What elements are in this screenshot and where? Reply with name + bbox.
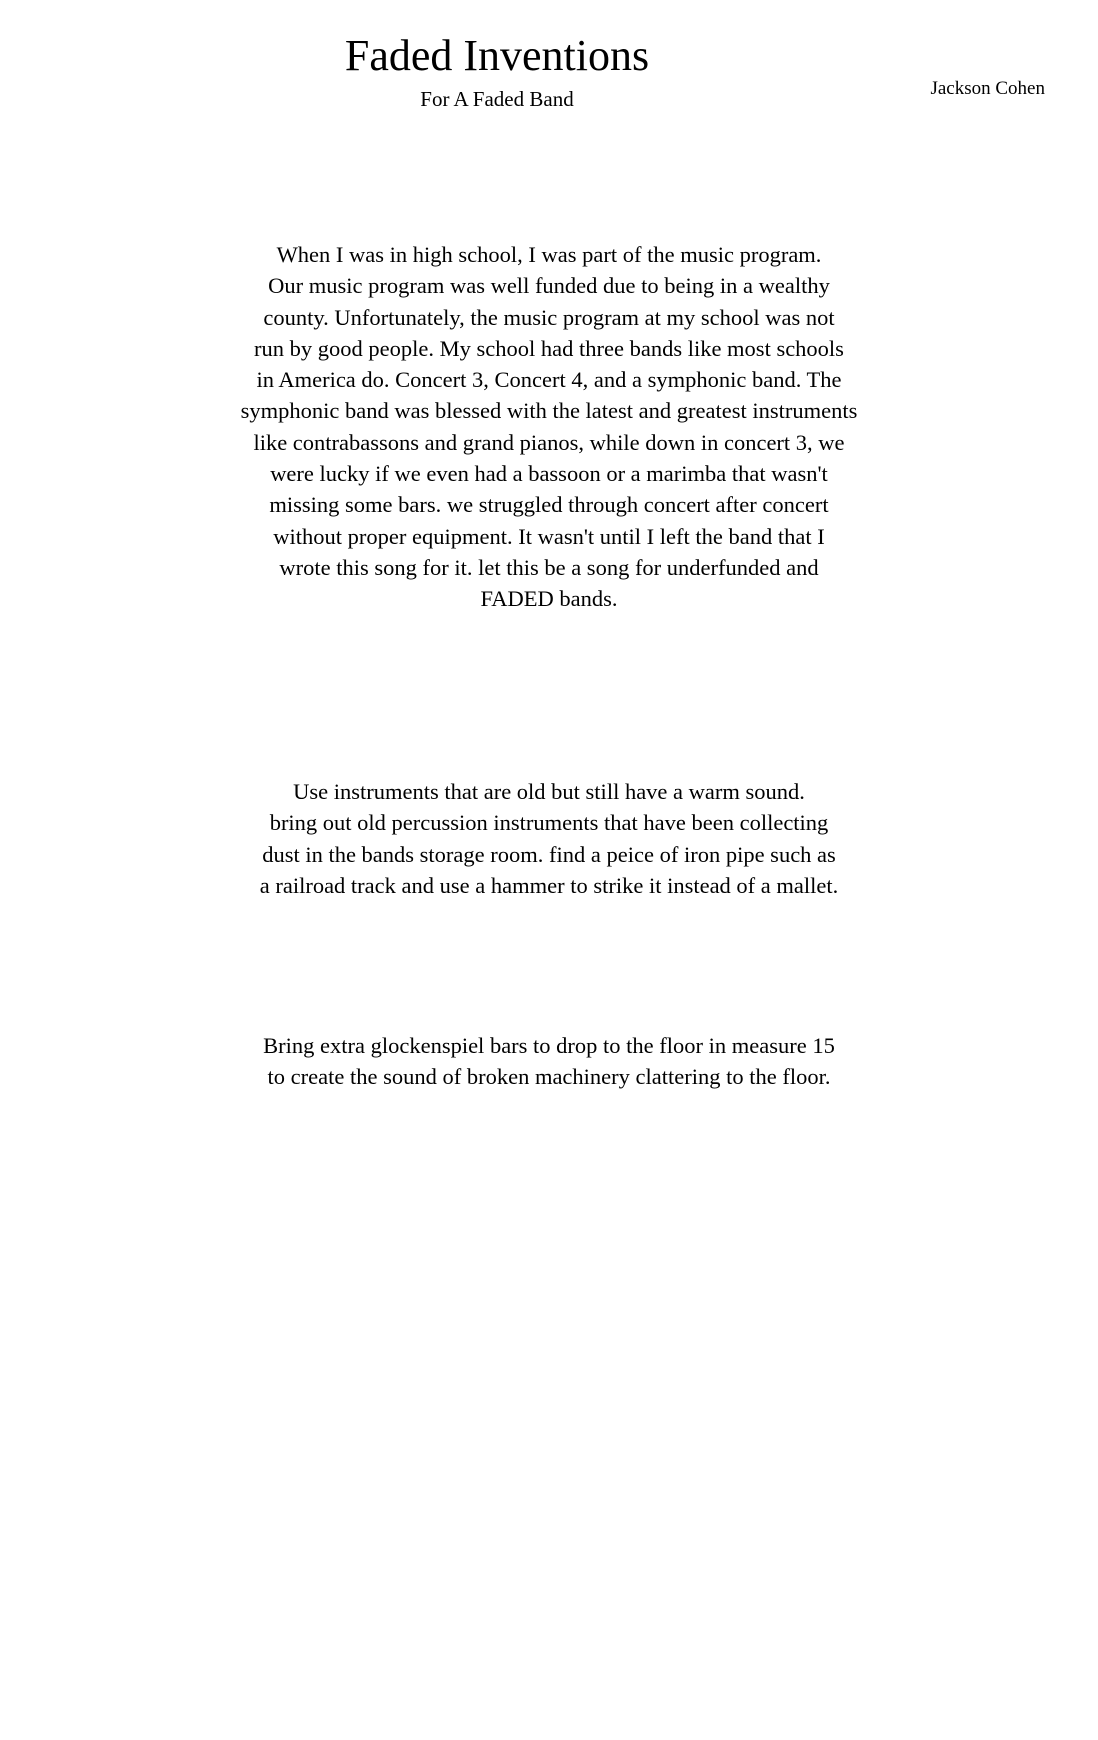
performance-note-block: [0, 1030, 1098, 1093]
note-line: bring out old percussion instruments that have been collecting: [269, 810, 829, 836]
note-line: Our music program was well funded due to being in a wealthy: [268, 273, 830, 299]
note-line: to create the sound of broken machinery clattering to the floor.: [267, 1064, 831, 1090]
note-line: a railroad track and use a hammer to strike it instead of a mallet.: [259, 872, 839, 898]
note-line: county. Unfortunately, the music program at my school was not: [263, 304, 835, 330]
note-line: symphonic band was blessed with the latest and greatest instruments: [240, 398, 858, 424]
note-line: without proper equipment. It wasn't until I left the band that I: [273, 523, 825, 549]
note-line: Bring extra glockenspiel bars to drop to the floor in measure 15: [263, 1033, 835, 1058]
note-line: like contrabassons and grand pianos, while down in concert 3, we: [253, 429, 845, 455]
note-line: missing some bars. we struggled through concert after concert: [269, 492, 829, 518]
page-title: Faded Inventions: [344, 31, 650, 80]
score-header: [0, 0, 1098, 130]
note-line: in America do. Concert 3, Concert 4, and a symphonic band. The: [256, 367, 842, 393]
composer-name: Jackson Cohen: [930, 78, 1045, 99]
note-line: dust in the bands storage room. find a peice of iron pipe such as: [262, 841, 836, 867]
note-line: Use instruments that are old but still have a warm sound.: [293, 779, 805, 804]
page-subtitle: For A Faded Band: [420, 87, 574, 111]
instrumentation-note-block: [0, 776, 1098, 901]
note-line: run by good people. My school had three bands like most schools: [254, 335, 844, 361]
note-line: FADED bands.: [480, 586, 618, 612]
program-note-block: [0, 239, 1098, 615]
note-line: When I was in high school, I was part of the music program.: [276, 242, 822, 267]
note-line: were lucky if we even had a bassoon or a marimba that wasn't: [270, 461, 828, 487]
note-line: wrote this song for it. let this be a song for underfunded and: [279, 554, 819, 580]
